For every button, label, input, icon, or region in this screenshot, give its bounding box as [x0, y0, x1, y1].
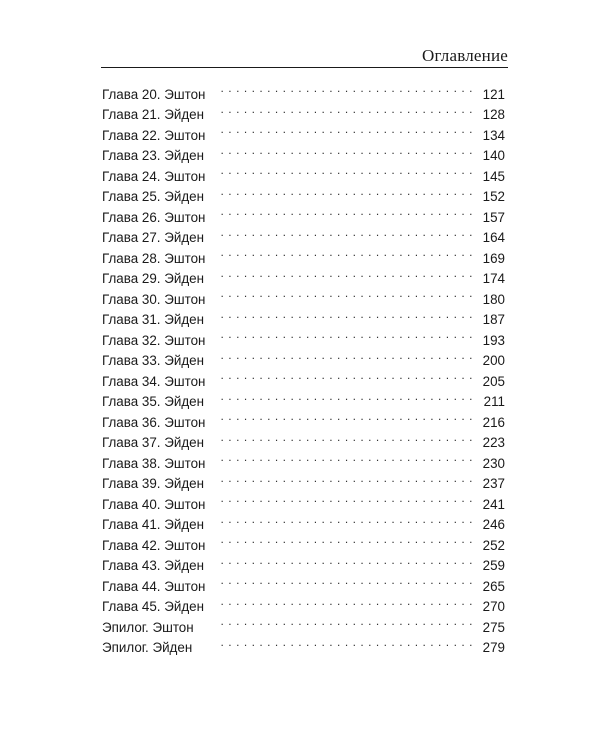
toc-entry-title: Глава 41. Эйден	[102, 517, 204, 532]
toc-entry-page-number: 169	[482, 250, 505, 266]
table-of-contents	[102, 78, 505, 655]
toc-dot-leader	[216, 181, 473, 202]
toc-entry-page-number: 223	[482, 435, 505, 450]
toc-entry-page-number: 230	[482, 455, 505, 471]
toc-entry-page-number: 205	[482, 373, 505, 389]
toc-entry-page-number: 193	[482, 332, 505, 348]
toc-dot-leader	[216, 345, 473, 366]
toc-entry-title: Глава 25. Эйден	[102, 189, 204, 204]
toc-dot-leader	[216, 529, 473, 550]
toc-entry-page-number: 241	[482, 496, 505, 512]
toc-dot-leader	[216, 263, 473, 284]
toc-dot-leader	[216, 283, 473, 304]
toc-dot-leader	[216, 509, 473, 530]
toc-entry-title: Глава 39. Эйден	[102, 476, 204, 491]
toc-dot-leader	[216, 78, 473, 99]
toc-entry-page-number: 174	[482, 271, 505, 286]
toc-dot-leader	[216, 632, 473, 653]
toc-dot-leader	[216, 365, 473, 386]
toc-dot-leader	[216, 222, 473, 243]
toc-entry-title: Глава 29. Эйден	[102, 271, 204, 286]
toc-dot-leader	[216, 447, 473, 468]
toc-dot-leader	[216, 591, 473, 612]
toc-entry-title: Глава 26. Эштон	[102, 209, 206, 225]
toc-entry-title: Глава 36. Эштон	[102, 414, 206, 430]
toc-entry-title: Глава 34. Эштон	[102, 373, 206, 389]
toc-entry-page-number: 216	[482, 414, 505, 430]
toc-entry-page-number: 164	[482, 230, 505, 245]
toc-entry-page-number: 211	[483, 394, 505, 409]
toc-entry-title: Глава 24. Эштон	[102, 168, 206, 184]
toc-entry-title: Глава 32. Эштон	[102, 332, 206, 348]
toc-entry-page-number: 134	[482, 127, 505, 143]
toc-dot-leader	[216, 99, 473, 120]
toc-entry-page-number: 275	[482, 619, 505, 635]
toc-entry-title: Эпилог. Эштон	[102, 619, 194, 635]
toc-entry-page-number: 128	[482, 107, 505, 122]
toc-dot-leader	[216, 160, 473, 181]
toc-dot-leader	[216, 201, 473, 222]
toc-dot-leader	[216, 427, 473, 448]
toc-dot-leader	[216, 242, 473, 263]
toc-dot-leader	[216, 550, 473, 571]
toc-entry-page-number: 270	[482, 599, 505, 614]
toc-entry-page-number: 152	[482, 189, 505, 204]
toc-entry-page-number: 157	[482, 209, 505, 225]
toc-dot-leader	[216, 324, 473, 345]
toc-entry-page-number: 246	[482, 517, 505, 532]
toc-entry-title: Эпилог. Эйден	[102, 640, 193, 655]
toc-entry-title: Глава 40. Эштон	[102, 496, 206, 512]
toc-entry-page-number: 265	[482, 578, 505, 594]
toc-entry-title: Глава 30. Эштон	[102, 291, 206, 307]
toc-entry-title: Глава 43. Эйден	[102, 558, 204, 573]
toc-entry-title: Глава 45. Эйден	[102, 599, 204, 614]
toc-entry-page-number: 252	[482, 537, 505, 553]
header-rule	[101, 67, 508, 68]
toc-dot-leader	[216, 304, 473, 325]
toc-dot-leader	[216, 468, 473, 489]
toc-dot-leader	[216, 119, 473, 140]
toc-entry-title: Глава 20. Эштон	[102, 86, 206, 102]
toc-entry-page-number: 187	[482, 312, 505, 327]
toc-entry-page-number: 200	[482, 353, 505, 368]
toc-entry-title: Глава 42. Эштон	[102, 537, 206, 553]
toc-entry-title: Глава 27. Эйден	[102, 230, 204, 245]
running-head-title: Оглавление	[422, 46, 508, 65]
toc-entry-title: Глава 38. Эштон	[102, 455, 206, 471]
toc-entry-page-number: 145	[482, 168, 505, 184]
toc-entry-page-number: 259	[482, 558, 505, 573]
toc-entry-page-number: 180	[482, 291, 505, 307]
toc-dot-leader	[216, 140, 473, 161]
toc-entry-page-number: 237	[482, 476, 505, 491]
toc-dot-leader	[216, 386, 473, 407]
toc-entry-title: Глава 44. Эштон	[102, 578, 206, 594]
toc-entry-title: Глава 21. Эйден	[102, 107, 204, 122]
toc-entry-page-number: 121	[482, 86, 505, 102]
toc-entry-title: Глава 28. Эштон	[102, 250, 206, 266]
toc-dot-leader	[216, 488, 473, 509]
toc-dot-leader	[216, 570, 473, 591]
toc-entry-page-number: 140	[482, 148, 505, 163]
toc-dot-leader	[216, 406, 473, 427]
toc-entry-title: Глава 22. Эштон	[102, 127, 206, 143]
toc-entry-title: Глава 33. Эйден	[102, 353, 204, 368]
toc-entry-title: Глава 23. Эйден	[102, 148, 204, 163]
toc-entry[interactable]	[102, 78, 505, 102]
toc-dot-leader	[216, 611, 473, 632]
toc-entry-title: Глава 37. Эйден	[102, 435, 204, 450]
toc-entry-title: Глава 31. Эйден	[102, 312, 204, 327]
toc-entry-page-number: 279	[482, 640, 505, 655]
toc-entry-title: Глава 35. Эйден	[102, 394, 204, 409]
